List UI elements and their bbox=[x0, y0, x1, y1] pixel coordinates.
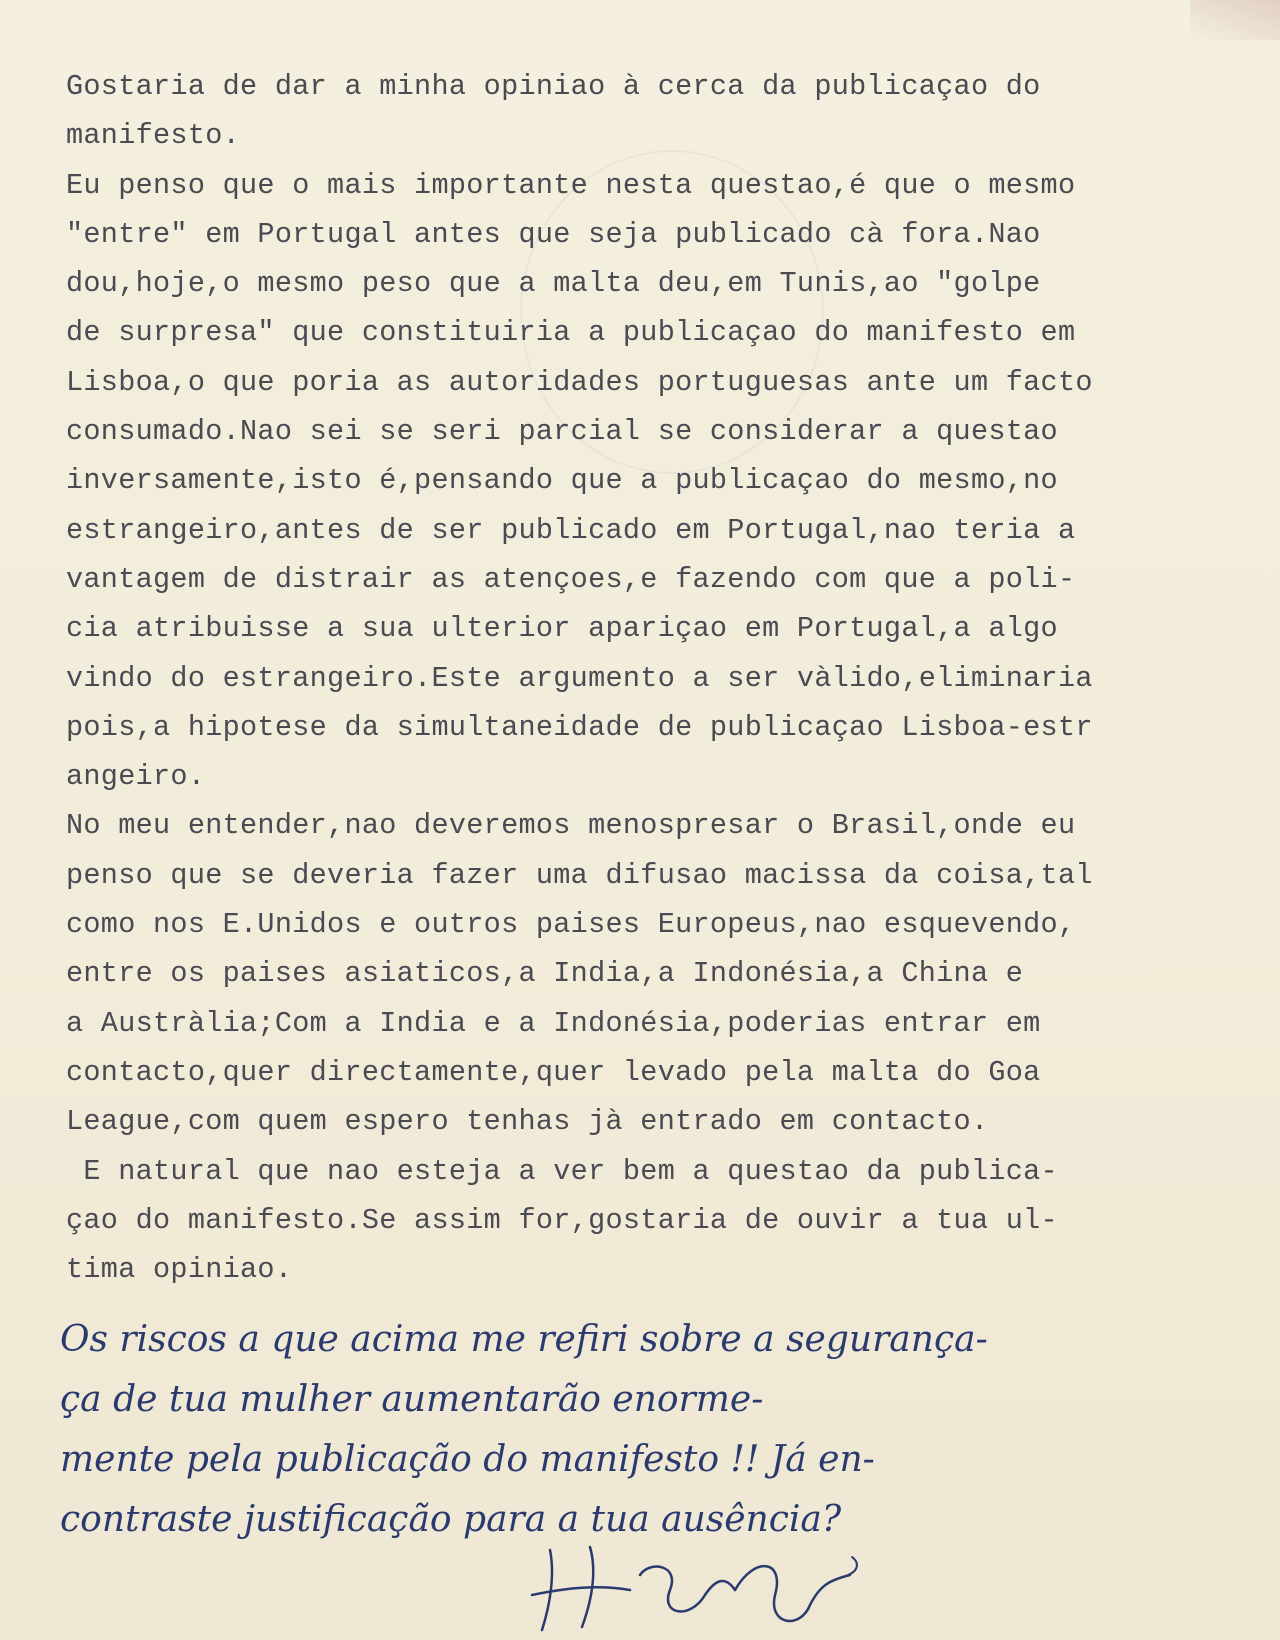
typed-line: contacto,quer directamente,quer levado pela malta do Goa bbox=[66, 1055, 1041, 1089]
handwritten-line: ça de tua mulher aumentarão enorme- bbox=[60, 1379, 764, 1420]
typed-line: vantagem de distrair as atençoes,e fazendo com que a poli- bbox=[66, 562, 1076, 596]
typed-line: Gostaria de dar a minha opiniao à cerca da publicaçao do bbox=[66, 70, 1041, 103]
typed-line: Lisboa,o que poria as autoridades portuguesas ante um facto bbox=[66, 365, 1093, 399]
handwritten-line: mente pela publicação do manifesto !! Já en- bbox=[60, 1439, 875, 1480]
typed-line: angeiro. bbox=[66, 760, 206, 794]
typed-line: League,com quem espero tenhas jà entrado em contacto. bbox=[66, 1105, 989, 1139]
typed-line: dou,hoje,o mesmo peso que a malta deu,em Tunis,ao "golpe bbox=[66, 267, 1041, 301]
typed-line: E natural que nao esteja a ver bem a questao da publica- bbox=[66, 1154, 1058, 1188]
typed-line: tima opiniao. bbox=[66, 1253, 293, 1287]
typed-line: çao do manifesto.Se assim for,gostaria de ouvir a tua ul- bbox=[66, 1203, 1058, 1237]
typed-line: consumado.Nao sei se seri parcial se considerar a questao bbox=[66, 415, 1058, 449]
typed-line: a Austràlia;Com a India e a Indonésia,poderias entrar em bbox=[66, 1006, 1041, 1040]
typed-line: estrangeiro,antes de ser publicado em Portugal,nao teria a bbox=[66, 513, 1076, 547]
handwritten-line: contraste justificação para a tua ausência? bbox=[60, 1499, 842, 1540]
paper-stain bbox=[1190, 0, 1280, 40]
typed-line: vindo do estrangeiro.Este argumento a ser vàlido,eliminaria bbox=[66, 661, 1093, 695]
typed-line: cia atribuisse a sua ulterior apariçao em Portugal,a algo bbox=[66, 612, 1058, 646]
typed-line: No meu entender,nao deveremos menospresar o Brasil,onde eu bbox=[66, 809, 1076, 843]
typed-line: manifesto. bbox=[66, 119, 241, 153]
handwritten-line: Os riscos a que acima me refiri sobre a segurança- bbox=[60, 1319, 988, 1360]
typed-line: pois,a hipotese da simultaneidade de publicaçao Lisboa-estr bbox=[66, 710, 1093, 744]
typed-line: como nos E.Unidos e outros paises Europeus,nao esquevendo, bbox=[66, 908, 1076, 942]
typed-line: entre os paises asiaticos,a India,a Indonésia,a China e bbox=[66, 957, 1024, 991]
typed-line: inversamente,isto é,pensando que a publicaçao do mesmo,no bbox=[66, 464, 1058, 498]
typed-line: penso que se deveria fazer uma difusao macissa da coisa,tal bbox=[66, 858, 1093, 892]
typed-line: de surpresa" que constituiria a publicaçao do manifesto em bbox=[66, 316, 1076, 350]
typed-body bbox=[66, 62, 1266, 1294]
typed-line: Eu penso que o mais importante nesta questao,é que o mesmo bbox=[66, 168, 1076, 202]
typed-line: "entre" em Portugal antes que seja publicado cà fora.Nao bbox=[66, 217, 1041, 251]
handwritten-note bbox=[60, 1310, 1240, 1550]
signature bbox=[530, 1535, 900, 1635]
